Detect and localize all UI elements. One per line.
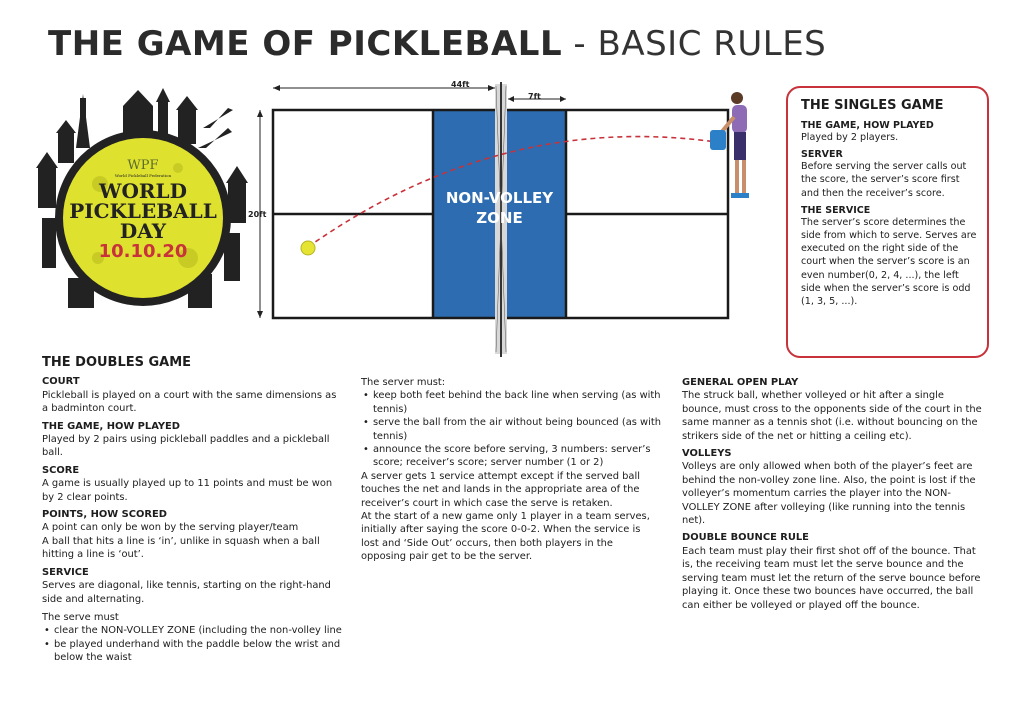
title-subtitle: - BASIC RULES — [562, 24, 827, 64]
logo-date: 10.10.20 — [98, 241, 188, 262]
list-item: • announce the score before serving, 3 numbers: server’s score; receiver’s score; server number (1 or 2) — [361, 443, 661, 470]
ball-icon — [301, 241, 315, 255]
open-play-text: The struck ball, whether volleyed or hit after a single bounce, must cross to the opponents side of the court in the same manner as a tennis shot (i.e. without bouncing on the strikers side of the net or hitting a ceiling etc). — [682, 390, 982, 442]
volleys-heading: VOLLEYS — [682, 448, 732, 460]
page-title — [48, 24, 826, 64]
service-text: Serves are diagonal, like tennis, starting on the right-hand side and alternating. — [42, 580, 331, 605]
logo-org: WPF — [127, 158, 159, 173]
open-play-heading: GENERAL OPEN PLAY — [682, 377, 799, 388]
list-item: • serve the ball from the air without being bounced (as with tennis) — [361, 416, 661, 443]
list-item: • keep both feet behind the back line when serving (as with tennis) — [361, 389, 661, 416]
singles-game-box — [786, 86, 989, 358]
court-heading: COURT — [42, 376, 80, 388]
zone-label-line2: ZONE — [476, 209, 523, 227]
how-played-heading: THE GAME, HOW PLAYED — [42, 420, 181, 432]
service-attempt-text: A server gets 1 service attempt except if the served ball touches the net and lands in the appropriate area of the receiver’s court in which case the serve is retaken. — [361, 470, 640, 509]
singles-how-played-heading: THE GAME, HOW PLAYED — [801, 120, 934, 131]
player-icon — [710, 92, 749, 198]
server-rules-column — [361, 376, 661, 564]
title-bold: THE GAME OF PICKLEBALL — [48, 24, 563, 64]
world-pickleball-day-logo — [28, 88, 258, 316]
singles-server-heading: SERVER — [801, 149, 843, 161]
court-diagram — [250, 72, 790, 362]
logo-line-pickleball: PICKLEBALL — [69, 199, 217, 223]
points-heading: POINTS, HOW SCORED — [42, 509, 167, 521]
doubles-heading: THE DOUBLES GAME — [42, 355, 192, 370]
non-volley-zone-label — [433, 188, 566, 228]
length-dimension: 44ft — [451, 80, 470, 89]
double-bounce-heading: DOUBLE BOUNCE RULE — [682, 532, 809, 544]
serve-must-text: The serve must — [42, 611, 119, 623]
open-play-column — [682, 376, 982, 612]
logo-org-full: World Pickleball Federation — [114, 173, 172, 178]
server-must-intro: The server must: — [361, 377, 446, 388]
zone-label-line1: NON-VOLLEY — [445, 189, 554, 207]
how-played-text: Played by 2 pairs using pickleball paddles and a pickleball ball. — [42, 434, 330, 459]
singles-heading: THE SINGLES GAME — [801, 98, 944, 113]
double-bounce-text: Each team must play their first shot off of the bounce. That is, the receiving team must let the serve bounce and the serving team must let the return of the serve bounce before playing it. Once these two bounces have occurred, the ball can either be volleyed or played off the bounce. — [682, 545, 981, 611]
paddle-icon — [710, 130, 726, 150]
score-heading: SCORE — [42, 464, 80, 476]
nvz-dimension: 7ft — [528, 92, 541, 101]
volleys-text: Volleys are only allowed when both of the player’s feet are behind the non-volley zone line. Also, the point is lost if the volleyer’s momentum carries the player into the NON-VOLLEY ZONE after volleying (like running into the tennis net). — [682, 461, 976, 527]
singles-server-text: Before serving the server calls out the score, the server’s score first and then the receiver’s score. — [801, 161, 967, 199]
new-game-text: At the start of a new game only 1 player in a team serves, initially after saying the score 0-0-2. When the service is lost and ‘Side Out’ occurs, then both players in the opposing pair get to be the server. — [361, 511, 650, 563]
server-rules-list — [361, 389, 661, 469]
logo-line-world: WORLD — [99, 179, 187, 203]
logo-line-day: DAY — [119, 219, 167, 243]
list-item: • clear the NON-VOLLEY ZONE (including the non-volley line — [42, 624, 342, 637]
list-item: • be played underhand with the paddle below the wrist and below the waist — [42, 638, 342, 665]
points-text-2: A ball that hits a line is ‘in’, unlike in squash when a ball hitting a line is ‘out’. — [42, 535, 320, 561]
singles-service-heading: THE SERVICE — [801, 204, 871, 216]
serve-rules-list — [42, 624, 342, 664]
score-text: A game is usually played up to 11 points and must be won by 2 clear points. — [42, 478, 333, 503]
width-dimension: 20ft — [248, 210, 267, 219]
points-text-1: A point can only be won by the serving player/team — [42, 522, 299, 534]
singles-how-played-text: Played by 2 players. — [801, 132, 899, 143]
singles-service-text: The server’s score determines the side from which to serve. Serves are executed on the right side of the court when the server’s score is an even number(0, 2, 4, ...), the left side when the server’s score is odd (1, 3, 5, ...). — [801, 216, 977, 308]
service-heading: SERVICE — [42, 566, 89, 578]
court-text: Pickleball is played on a court with the same dimensions as a badminton court. — [42, 389, 337, 415]
doubles-column — [42, 356, 342, 665]
